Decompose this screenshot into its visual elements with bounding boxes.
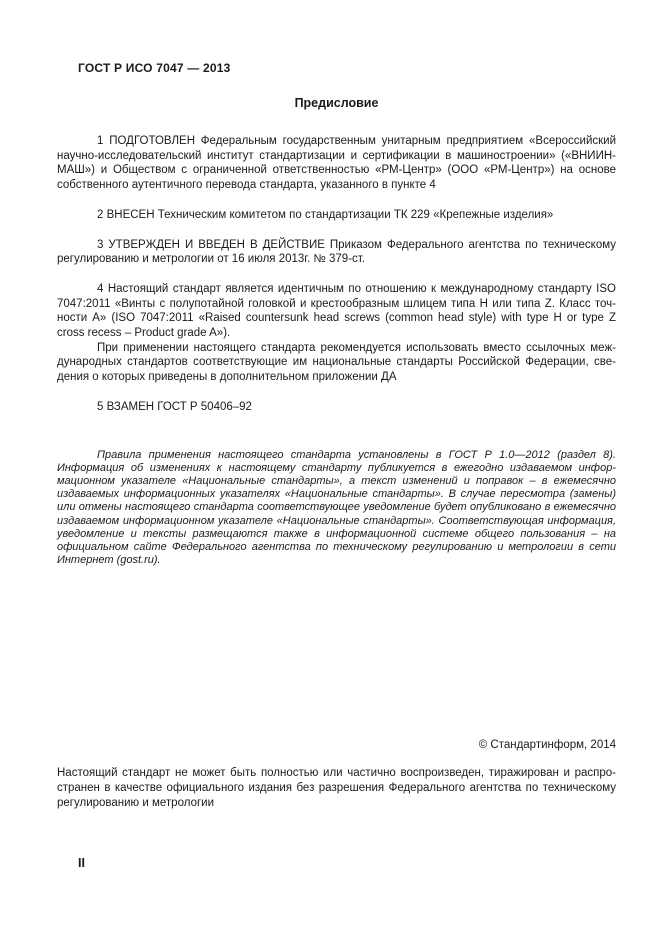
preface-item-3-approved: 3 УТВЕРЖДЕН И ВВЕДЕН В ДЕЙСТВИЕ Приказом Федерального агентства по техническому регулированию и метрологии от 16 июля 2013г. № 379-ст. [57, 238, 616, 266]
page-number: II [78, 856, 85, 870]
preface-item-1-prepared-by: 1 ПОДГОТОВЛЕН Федеральным государственным унитарным предприятием «Всероссийский научно-исследовательский институт стандартизации и сертификации в машиностроении» («ВНИИНМАШ») и Обществом с ограниченной ответственностью «РМ-Центр» (ООО «РМ-Центр») на основе собственного аутентичного перевода стандарта, указанного в пункте 4 [57, 135, 616, 192]
preface-item-4-identical-standard: 4 Настоящий стандарт является идентичным по отношению к международному стандарту ISO 7047:2011 «Винты с полупотайной головкой и крестообразным шлицем типа Н или типа Z. Класс точности А» (ISO 7047:2011 «Raised countersunk head screws (common head style) with type H or type Z cross recess – Product grade A»). [57, 282, 616, 340]
preface-content [57, 61, 616, 567]
page-title: Предисловие [294, 96, 379, 110]
copyright-notice: © Стандартинформ, 2014 [478, 739, 616, 751]
application-rules-note: Правила применения настоящего стандарта установлены в ГОСТ Р 1.0—2012 (раздел 8). Информация об изменениях к настоящему стандарту публикуется в ежегодно издаваемом информационном указателе «Национальные стандарты», а текст изменений и поправок – в ежемесячно издаваемых информационных указателях «Национальные стандарты». В случае пересмотра (замены) или отмены настоящего стандарта соответствующее уведомление будет опубликовано в ежемесячно издаваемом информационном указателе «Национальные стандарты». Соответствующая информация, уведомление и тексты размещаются также в информационной системе общего пользования – на официальном сайте Федерального агентства по техническому регулированию и метрологии в сети Интернет (gost.ru). [57, 448, 616, 567]
preface-item-5-replaces: 5 ВЗАМЕН ГОСТ Р 50406–92 [97, 400, 252, 413]
reproduction-disclaimer: Настоящий стандарт не может быть полностью или частично воспроизведен, тиражирован и распространен в качестве официального издания без разрешения Федерального агентства по техническому регулированию и метрологии [57, 767, 616, 809]
preface-item-4-continuation: При применении настоящего стандарта рекомендуется использовать вместо ссылочных международных стандартов соответствующие им национальные стандарты Российской Федерации, сведения о которых приведены в дополнительном приложении ДА [57, 341, 616, 384]
standard-code: ГОСТ Р ИСО 7047 — 2013 [78, 61, 231, 75]
preface-item-2-submitted-by: 2 ВНЕСЕН Техническим комитетом по стандартизации ТК 229 «Крепежные изделия» [97, 208, 554, 221]
